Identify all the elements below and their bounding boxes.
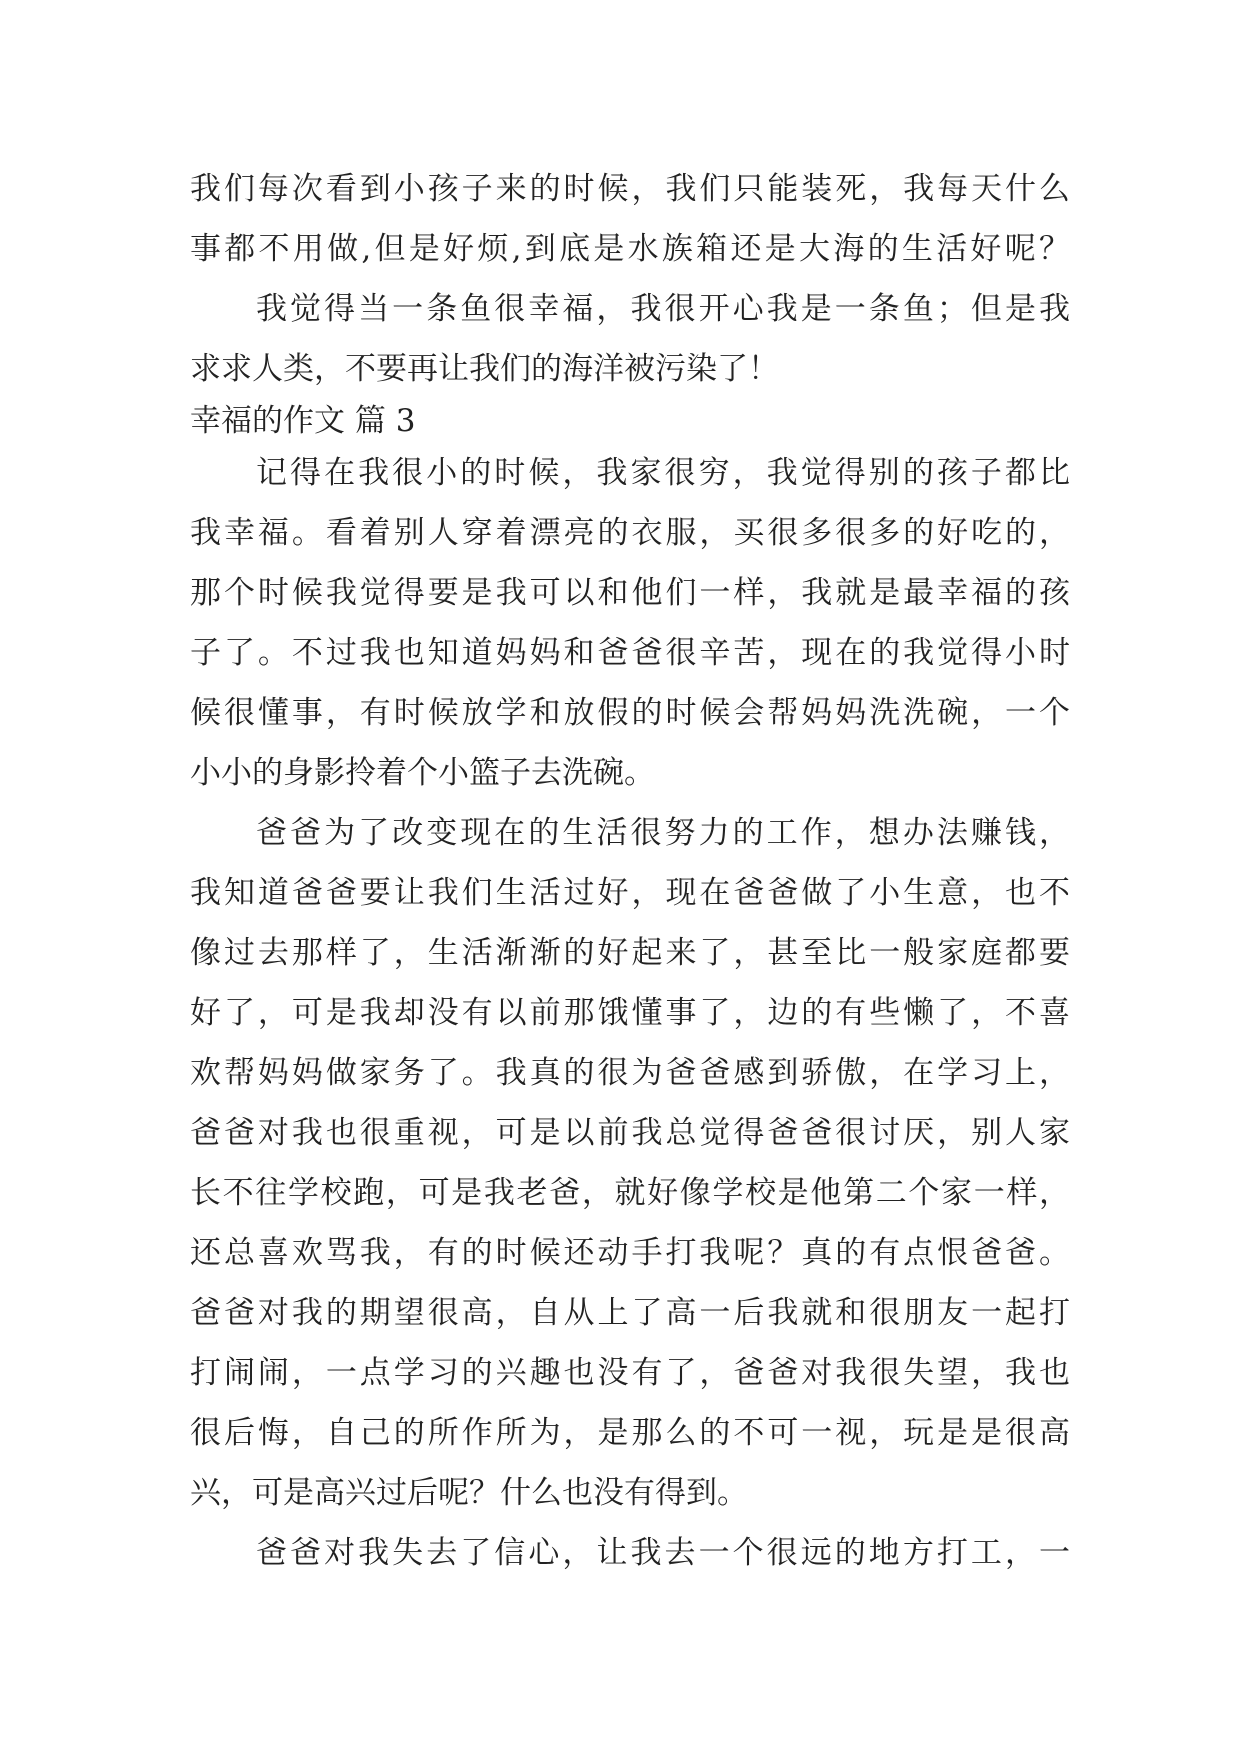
text-line: 很后悔，自己的所作所为，是那么的不可一视，玩是是很高 [190,1415,1070,1451]
text-line: 还总喜欢骂我，有的时候还动手打我呢？真的有点恨爸爸。 [190,1235,1070,1271]
text-line: 欢帮妈妈做家务了。我真的很为爸爸感到骄傲，在学习上， [190,1055,1070,1091]
section-heading: 幸福的作文 篇 3 [190,403,416,439]
text-line: 小小的身影拎着个小篮子去洗碗。 [190,755,655,791]
text-line: 好了，可是我却没有以前那饿懂事了，边的有些懒了，不喜 [190,995,1070,1031]
text-line: 爸爸对我失去了信心，让我去一个很远的地方打工，一 [256,1535,1070,1571]
text-line: 打闹闹，一点学习的兴趣也没有了，爸爸对我很失望，我也 [190,1355,1070,1391]
text-line: 那个时候我觉得要是我可以和他们一样，我就是最幸福的孩 [190,575,1070,611]
text-line: 我觉得当一条鱼很幸福，我很开心我是一条鱼；但是我 [256,291,1070,327]
text-line: 候很懂事，有时候放学和放假的时候会帮妈妈洗洗碗，一个 [190,695,1070,731]
text-line: 子了。不过我也知道妈妈和爸爸很辛苦，现在的我觉得小时 [190,635,1070,671]
text-line: 长不往学校跑，可是我老爸，就好像学校是他第二个家一样， [190,1175,1070,1211]
text-line: 我知道爸爸要让我们生活过好，现在爸爸做了小生意，也不 [190,875,1070,911]
text-line: 爸爸对我的期望很高，自从上了高一后我就和很朋友一起打 [190,1295,1070,1331]
text-line: 事都不用做,但是好烦,到底是水族箱还是大海的生活好呢？ [190,231,1070,267]
text-line: 爸爸对我也很重视，可是以前我总觉得爸爸很讨厌，别人家 [190,1115,1070,1151]
text-line: 爸爸为了改变现在的生活很努力的工作，想办法赚钱， [256,815,1070,851]
document-body [190,159,1070,1583]
text-line: 我幸福。看着别人穿着漂亮的衣服，买很多很多的好吃的， [190,515,1070,551]
text-line: 记得在我很小的时候，我家很穷，我觉得别的孩子都比 [256,455,1070,491]
text-line: 兴，可是高兴过后呢？什么也没有得到。 [190,1475,748,1511]
text-line: 像过去那样了，生活渐渐的好起来了，甚至比一般家庭都要 [190,935,1070,971]
text-line: 求求人类，不要再让我们的海洋被污染了！ [190,351,779,387]
text-line: 我们每次看到小孩子来的时候，我们只能装死，我每天什么 [190,171,1070,207]
